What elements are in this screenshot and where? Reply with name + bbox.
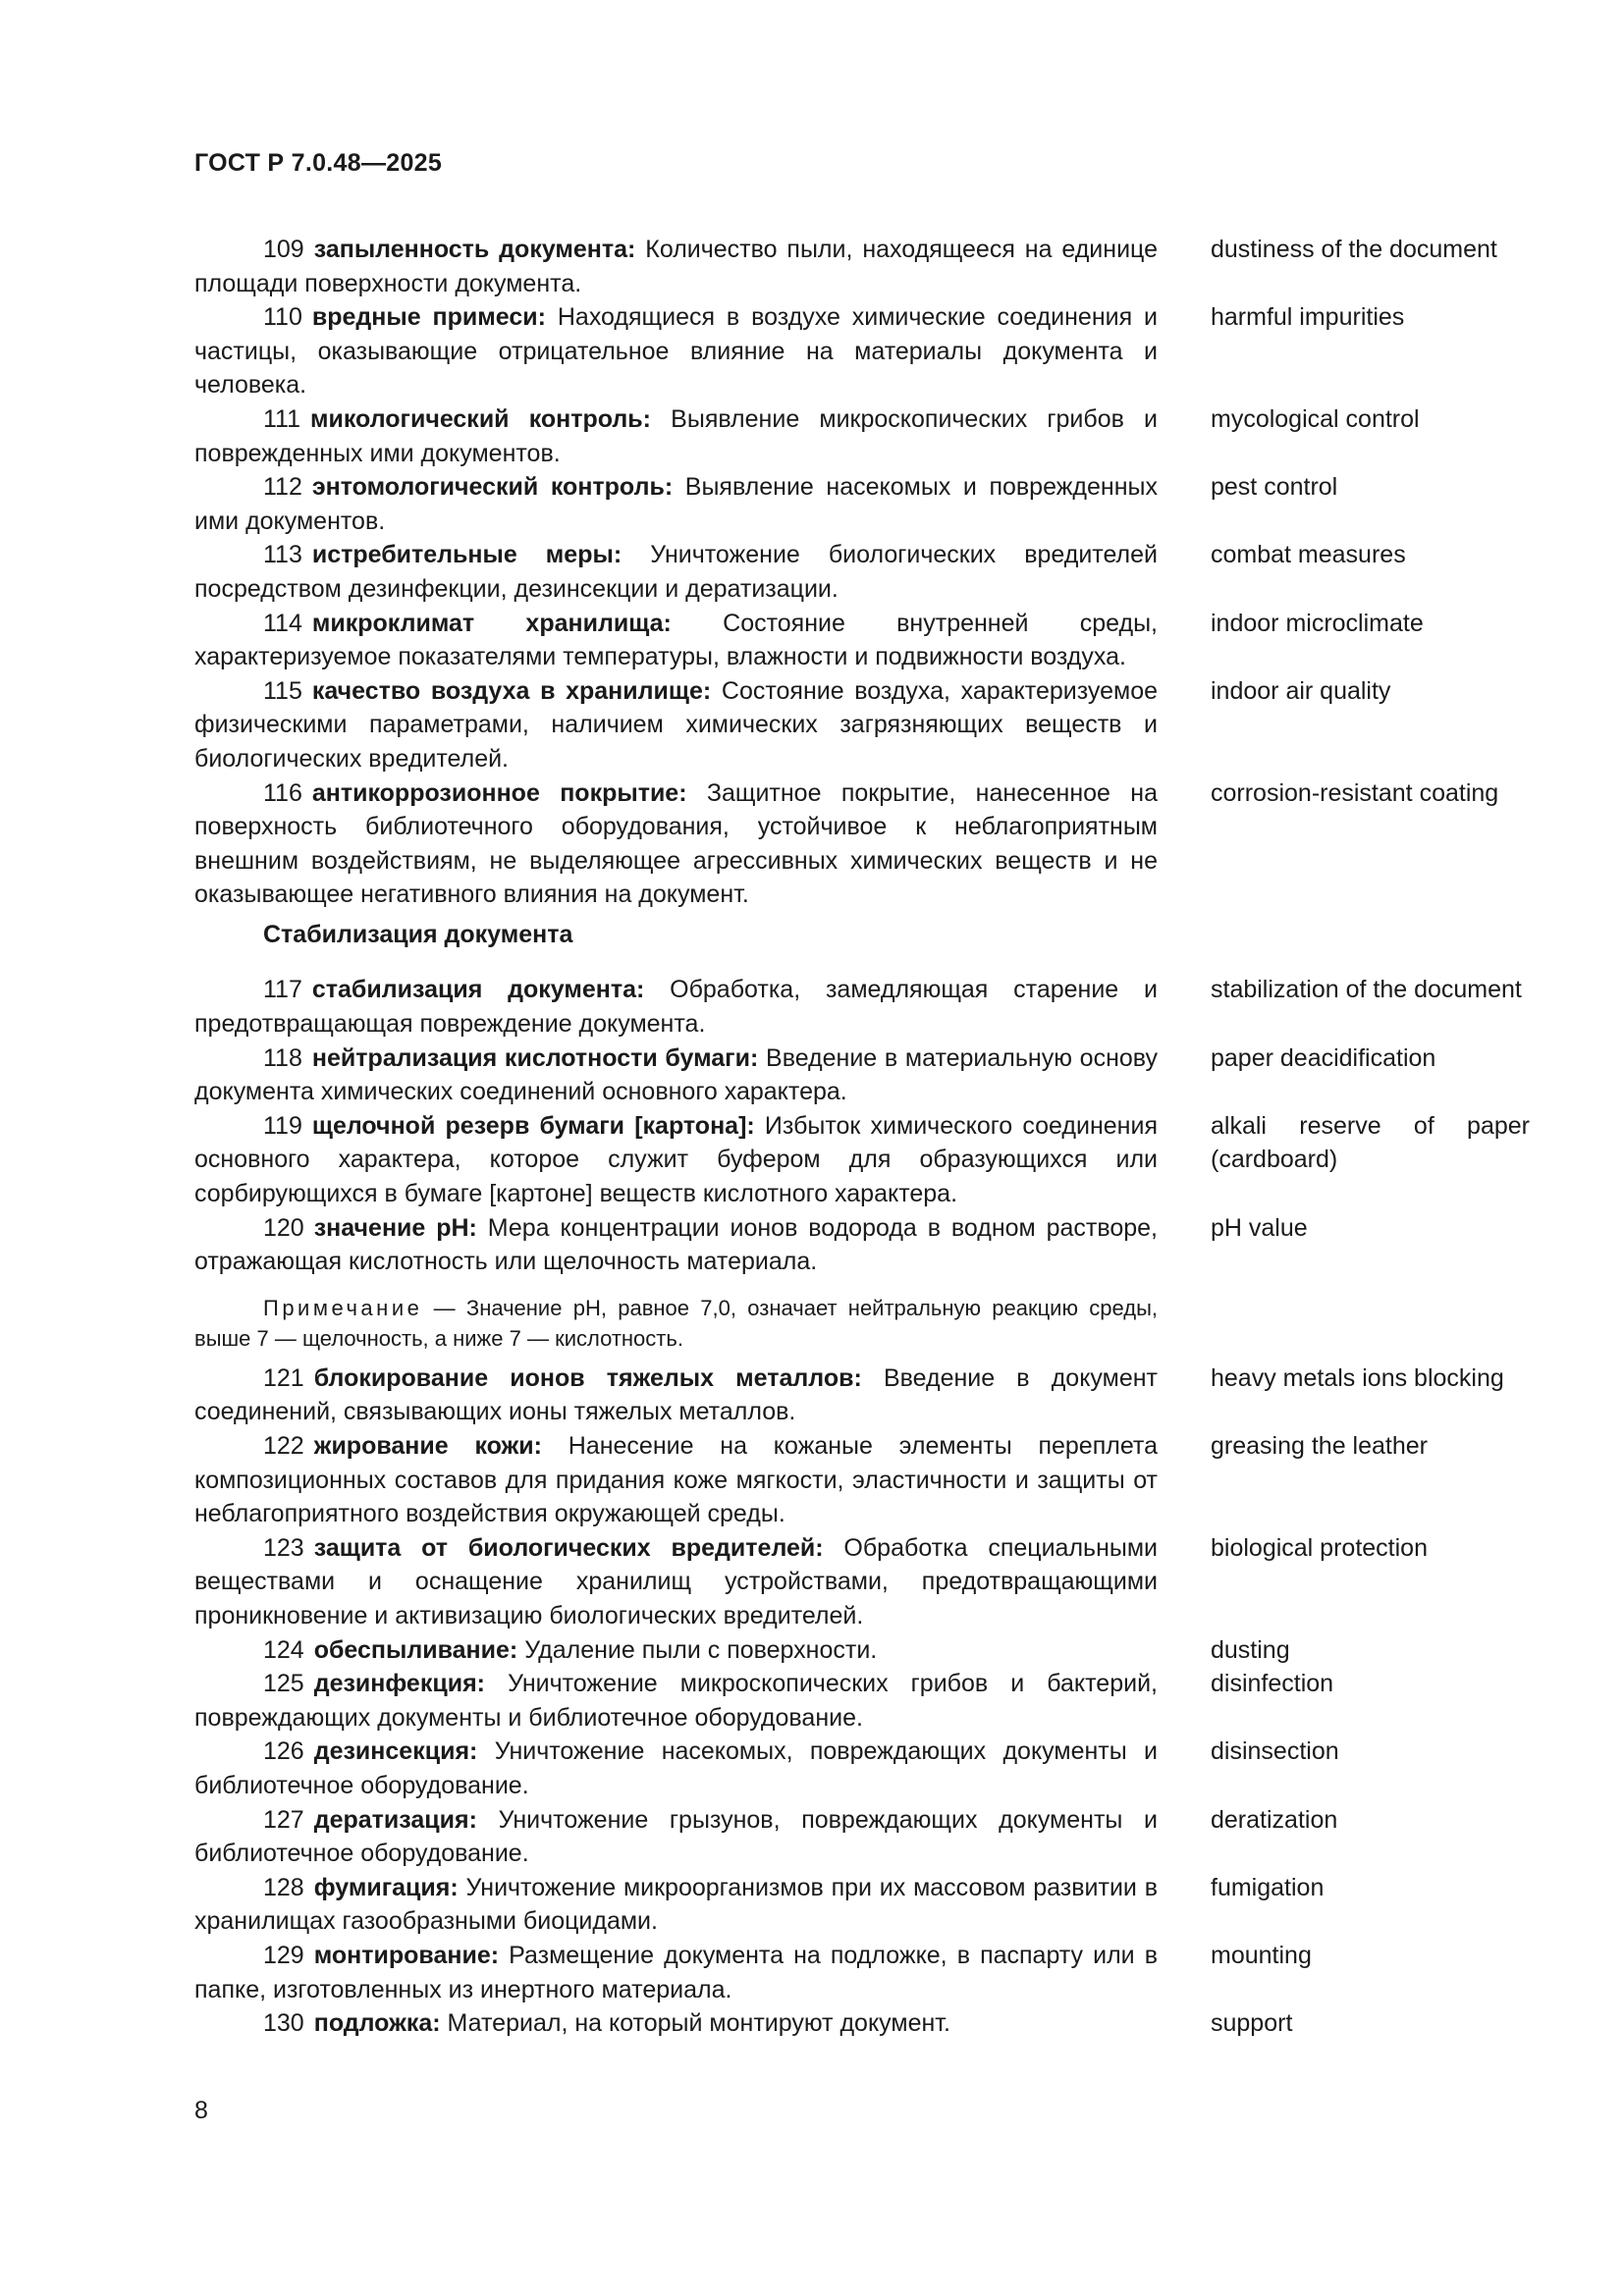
term-entry	[194, 607, 1530, 674]
document-header: ГОСТ Р 7.0.48—2025	[194, 149, 443, 177]
term-text: Уничтожение микроорганизмов при их массовом развитии в хранилищах газообразными биоцидами.	[194, 1873, 1158, 1936]
term-text: Находящиеся в воздухе химические соединения и частицы, оказывающие отрицательное влияние на материалы документа и человека.	[194, 303, 1159, 400]
term-title: защита от биологических вредителей:	[313, 1533, 824, 1562]
term-number: 124	[263, 1635, 304, 1664]
term-english: pest control	[1211, 473, 1338, 502]
term-english: deratization	[1211, 1805, 1338, 1834]
term-english: mycological control	[1211, 404, 1420, 433]
term-english: harmful impurities	[1211, 303, 1405, 332]
term-entry	[194, 1109, 1530, 1211]
term-text: Выявление насекомых и поврежденных ими документов.	[194, 473, 1158, 535]
term-text: Уничтожение насекомых, повреждающих документы и библиотечное оборудование.	[194, 1737, 1158, 1799]
term-definition	[194, 1531, 1158, 1633]
term-title: дератизация:	[313, 1805, 477, 1834]
term-text: Выявление микроскопических грибов и поврежденных ими документов.	[194, 404, 1159, 467]
term-text: Обработка специальными веществами и оснащение хранилищ устройствами, предотвращающими проникновение и активизацию биологических вредителей.	[194, 1533, 1158, 1629]
term-entry	[194, 2006, 1530, 2041]
term-definition	[194, 776, 1158, 912]
term-entry	[194, 1041, 1530, 1109]
term-english: combat measures	[1211, 541, 1406, 569]
term-definition	[194, 1109, 1158, 1211]
term-title: жирование кожи:	[313, 1432, 542, 1460]
term-text: Удаление пыли с поверхности.	[524, 1635, 878, 1664]
term-number: 115	[263, 676, 302, 705]
note-text: — Значение pH, равное 7,0, означает нейтральную реакцию среды, выше 7 — щелочность, а ниже 7 — кислотность.	[194, 1295, 1158, 1351]
term-number: 118	[263, 1043, 302, 1072]
term-title: значение pH:	[313, 1213, 477, 1242]
term-definition	[194, 1939, 1158, 2006]
term-english: mounting	[1211, 1941, 1312, 1969]
term-english: fumigation	[1211, 1873, 1325, 1901]
term-title: фумигация:	[313, 1873, 459, 1901]
term-definition	[194, 470, 1158, 538]
term-title: вредные примеси:	[311, 303, 546, 332]
term-text: Уничтожение грызунов, повреждающих документы и библиотечное оборудование.	[194, 1805, 1158, 1868]
term-entry	[194, 1429, 1530, 1531]
term-definition	[194, 402, 1158, 470]
term-number: 128	[263, 1873, 304, 1901]
term-text: Количество пыли, находящееся на единице площади поверхности документа.	[194, 236, 1158, 297]
term-title: дезинсекция:	[313, 1737, 478, 1766]
term-definition	[194, 1871, 1158, 1939]
term-entry	[194, 1939, 1530, 2006]
term-definition	[194, 674, 1158, 776]
term-english: heavy metals ions blocking	[1211, 1363, 1504, 1392]
term-entry	[194, 1871, 1530, 1939]
term-definition	[194, 233, 1158, 300]
term-entry	[194, 300, 1530, 402]
term-definition	[194, 1041, 1158, 1109]
term-english: disinsection	[1211, 1737, 1339, 1766]
term-entry	[194, 470, 1530, 538]
term-definition	[194, 1735, 1158, 1802]
term-english: stabilization of the document	[1211, 976, 1522, 1004]
term-number: 120	[263, 1213, 304, 1242]
term-number: 123	[263, 1533, 304, 1562]
term-title: микроклимат хранилища:	[311, 609, 672, 637]
term-number: 121	[263, 1363, 304, 1392]
term-text: Защитное покрытие, нанесенное на поверхность библиотечного оборудования, устойчивое к неблагоприятным внешним воздействиям, не выделяющее агрессивных химических веществ и не оказывающее негативного влияния на документ.	[194, 778, 1158, 909]
term-text: Материал, на который монтируют документ.	[447, 2009, 950, 2038]
term-number: 119	[263, 1111, 302, 1140]
term-text: Уничтожение биологических вредителей посредством дезинфекции, дезинсекции и дератизации.	[194, 541, 1158, 603]
term-english: paper deacidification	[1211, 1043, 1436, 1072]
term-english: dustiness of the document	[1211, 236, 1497, 263]
term-entry	[194, 1362, 1530, 1429]
term-entry	[194, 538, 1530, 606]
term-english: greasing the leather	[1211, 1432, 1428, 1460]
term-number: 126	[263, 1737, 304, 1766]
term-entry	[194, 973, 1530, 1041]
term-number: 116	[263, 778, 302, 807]
term-definition	[194, 1211, 1158, 1279]
term-definition	[194, 607, 1158, 674]
term-english: pH value	[1211, 1213, 1308, 1242]
term-entry	[194, 776, 1530, 912]
term-number: 127	[263, 1805, 304, 1834]
term-text: Размещение документа на подложке, в паспарту или в папке, изготовленных из инертного материала.	[194, 1941, 1158, 2003]
term-text: Состояние воздуха, характеризуемое физическими параметрами, наличием химических загрязняющих веществ и биологических вредителей.	[194, 676, 1159, 773]
term-number: 130	[263, 2009, 304, 2038]
term-text: Обработка, замедляющая старение и предотвращающая повреждение документа.	[194, 976, 1158, 1039]
note-label: Примечание	[263, 1295, 423, 1320]
term-number: 122	[263, 1432, 304, 1460]
term-text: Уничтожение микроскопических грибов и бактерий, повреждающих документы и библиотечное оборудование.	[194, 1670, 1158, 1732]
term-title: нейтрализация кислотности бумаги:	[311, 1043, 759, 1072]
page-number: 8	[194, 2097, 208, 2124]
term-definition	[194, 1633, 1158, 1668]
term-english: corrosion-resistant coating	[1211, 778, 1499, 807]
term-entry	[194, 402, 1530, 470]
term-title: истребительные меры:	[311, 541, 623, 569]
term-definition	[194, 2006, 1158, 2041]
term-title: запыленность документа:	[313, 236, 636, 263]
term-number: 114	[263, 609, 302, 637]
term-text: Состояние внутренней среды, характеризуемое показателями температуры, влажности и подвижности воздуха.	[194, 609, 1159, 671]
term-number: 112	[263, 473, 302, 502]
term-entry	[194, 1211, 1530, 1279]
terms-list	[194, 233, 1530, 2041]
term-title: обеспыливание:	[313, 1635, 518, 1664]
term-definition	[194, 538, 1158, 606]
term-number: 125	[263, 1670, 304, 1698]
term-text: Введение в материальную основу документа химических соединений основного характера.	[194, 1043, 1159, 1106]
term-entry	[194, 233, 1530, 300]
term-entry	[194, 1531, 1530, 1633]
term-entry	[194, 1735, 1530, 1802]
term-title: энтомологический контроль:	[311, 473, 674, 502]
term-english: indoor microclimate	[1211, 609, 1424, 637]
term-number: 109	[263, 236, 304, 263]
note-block	[194, 1293, 1158, 1354]
term-english: support	[1211, 2009, 1293, 2038]
term-title: качество воздуха в хранилище:	[311, 676, 712, 705]
term-entry	[194, 1667, 1530, 1735]
term-definition	[194, 1803, 1158, 1871]
term-text: Введение в документ соединений, связывающих ионы тяжелых металлов.	[194, 1363, 1158, 1426]
term-entry	[194, 1803, 1530, 1871]
term-number: 111	[263, 404, 301, 433]
term-number: 113	[263, 541, 302, 569]
term-title: блокирование ионов тяжелых металлов:	[313, 1363, 862, 1392]
term-english: disinfection	[1211, 1670, 1334, 1698]
term-text: Нанесение на кожаные элементы переплета композиционных составов для придания коже мягкости, эластичности и защиты от неблагоприятного воздействия окружающей среды.	[194, 1432, 1158, 1528]
term-entry	[194, 1633, 1530, 1668]
term-english: alkali reserve of paper (cardboard)	[1211, 1111, 1530, 1174]
term-title: микологический контроль:	[310, 404, 652, 433]
term-definition	[194, 1429, 1158, 1531]
term-number: 117	[263, 976, 302, 1004]
term-definition	[194, 973, 1158, 1041]
term-title: дезинфекция:	[313, 1670, 485, 1698]
term-title: антикоррозионное покрытие:	[311, 778, 687, 807]
section-heading: Стабилизация документа	[263, 920, 573, 948]
term-title: стабилизация документа:	[311, 976, 645, 1004]
term-text: Мера концентрации ионов водорода в водном растворе, отражающая кислотность или щелочность материала.	[194, 1213, 1159, 1276]
term-number: 110	[263, 303, 302, 332]
term-english: biological protection	[1211, 1533, 1428, 1562]
term-title: подложка:	[313, 2009, 441, 2038]
term-english: indoor air quality	[1211, 676, 1391, 705]
term-english: dusting	[1211, 1635, 1290, 1664]
term-title: монтирование:	[313, 1941, 500, 1969]
term-title: щелочной резерв бумаги [картона]:	[311, 1111, 755, 1140]
term-number: 129	[263, 1941, 304, 1969]
term-text: Избыток химического соединения основного характера, которое служит буфером для образующихся или сорбирующихся в бумаге [картоне] веществ кислотного характера.	[194, 1111, 1158, 1208]
term-definition	[194, 300, 1158, 402]
term-definition	[194, 1667, 1158, 1735]
term-entry	[194, 674, 1530, 776]
term-definition	[194, 1362, 1158, 1429]
